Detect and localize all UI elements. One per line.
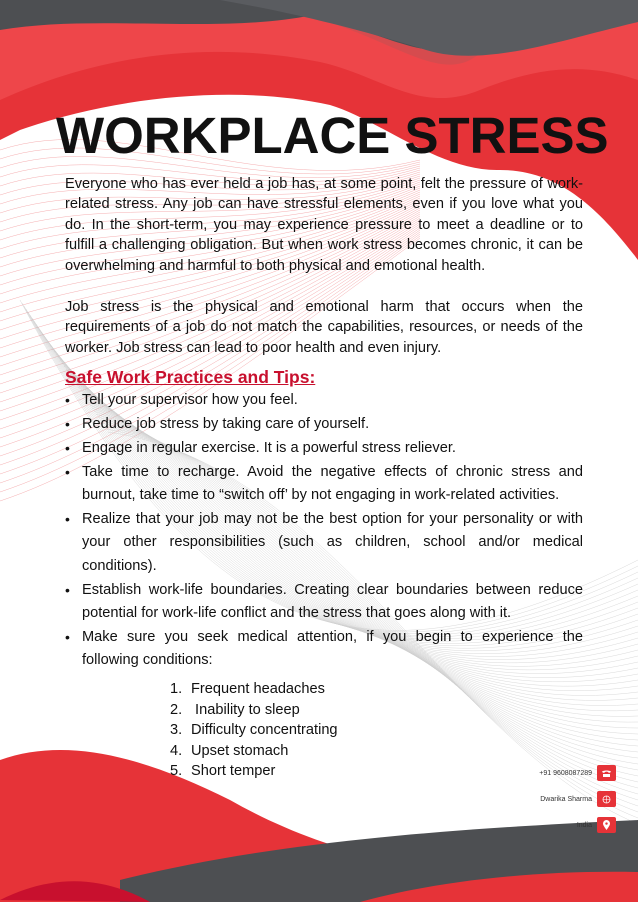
intro-paragraph: Everyone who has ever held a job has, at some point, felt the pressure of work-related stress. Any job can have stressful elements, even if you love what you do. In the short-term, you may experience pressure to meet a deadline or to fulfill a challenging obligation. But when work stress becomes chronic, it can be overwhelming and harmful to both physical and emotional health. [65, 176, 583, 274]
list-item: • Establish work-life boundaries. Creating clear boundaries between reduce potential for work-life conflict and the stress that goes along with it. [65, 579, 583, 626]
contact-location[interactable] [577, 817, 616, 833]
bullet-icon: • [65, 439, 70, 456]
contact-name-text: Dwarika Sharma [540, 795, 592, 803]
bullet-icon: • [65, 581, 70, 598]
bullet-icon: • [65, 415, 70, 432]
conditions-list [170, 679, 338, 782]
location-pin-icon [597, 817, 616, 833]
bullet-icon: • [65, 463, 70, 480]
bullet-icon: • [65, 629, 70, 646]
condition-item: 2. Inability to sleep [170, 701, 300, 718]
condition-item: 5. Short temper [170, 763, 276, 780]
location-text: India [576, 821, 592, 829]
list-item: • Tell your supervisor how you feel. [65, 389, 583, 412]
definition-paragraph: Job stress is the physical and emotional harm that occurs when the requirements of a job do not match the capabilities, resources, or needs of the worker. Job stress can lead to poor health and even injury. [65, 299, 583, 356]
tips-list [65, 389, 583, 673]
list-item: • Engage in regular exercise. It is a powerful stress reliever. [65, 437, 583, 460]
contact-name[interactable] [540, 791, 616, 807]
bullet-icon: • [65, 392, 70, 408]
contact-phone[interactable] [539, 765, 616, 781]
tips-heading: Safe Work Practices and Tips: [65, 367, 316, 387]
list-item: • Make sure you seek medical attention, if you begin to experience the following conditions: [65, 626, 583, 673]
list-item: • Take time to recharge. Avoid the negative effects of chronic stress and burnout, take time to “switch off’ by not engaging in work-related activities. [65, 461, 583, 508]
list-item: • Reduce job stress by taking care of yourself. [65, 413, 583, 436]
condition-item: 1. Frequent headaches [170, 681, 325, 697]
condition-item: 4. Upset stomach [170, 742, 289, 759]
phone-number: +91 9608087289 [539, 769, 592, 777]
page-title: WORKPLACE STRESS [56, 107, 609, 164]
condition-item: 3. Difficulty concentrating [170, 722, 338, 739]
phone-icon [597, 765, 616, 781]
web-icon [597, 791, 616, 807]
bullet-icon: • [65, 511, 70, 528]
list-item: • Realize that your job may not be the best option for your personality or with your other responsibilities (such as children, school and/or medical conditions). [65, 508, 583, 578]
